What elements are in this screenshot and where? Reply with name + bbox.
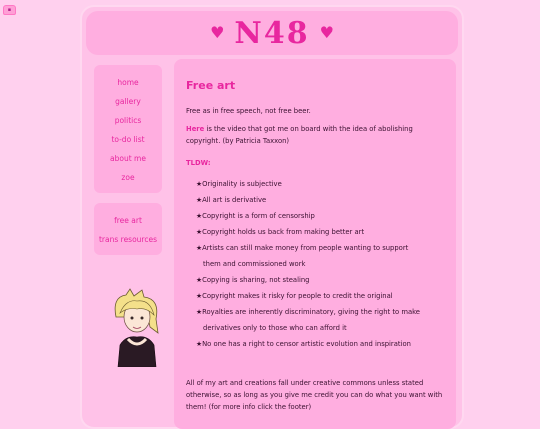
video-link-description: is the video that got me on board with the idea of abolishing copyright. (by Patricia Taxxon) bbox=[186, 125, 413, 145]
nav-zoe[interactable]: zoe bbox=[121, 173, 135, 182]
heart-icon: ♥ bbox=[210, 23, 225, 42]
nav-trans-resources[interactable]: trans resources bbox=[98, 235, 157, 244]
list-item: ★All art is derivative bbox=[196, 196, 267, 204]
nav-free-art[interactable]: free art bbox=[114, 216, 142, 225]
page-frame bbox=[80, 5, 464, 429]
nav-home[interactable]: home bbox=[117, 78, 139, 87]
license-paragraph: All of my art and creations fall under creative commons unless stated otherwise, so as long as you give me credit you can do what you want with them! (for more info click the footer) bbox=[186, 379, 443, 411]
heart-icon: ♥ bbox=[319, 23, 334, 42]
nav-to-do-list[interactable]: to-do list bbox=[111, 135, 145, 144]
nav-about-me[interactable]: about me bbox=[110, 154, 146, 163]
list-item: ★Copyright makes it risky for people to credit the original bbox=[196, 292, 393, 300]
tldr-list bbox=[196, 176, 420, 352]
video-link[interactable]: Here bbox=[186, 125, 205, 133]
list-item: ★Royalties are inherently discriminatory, giving the right to make derivatives only to those who can afford it bbox=[196, 308, 420, 332]
site-title: N48 bbox=[234, 15, 310, 51]
image-icon: ▪ bbox=[3, 5, 16, 15]
secondary-nav bbox=[94, 203, 162, 255]
tldr-label: TLDW: bbox=[186, 159, 211, 167]
intro-text: Free as in free speech, not free beer. bbox=[186, 107, 311, 115]
list-item: ★Copying is sharing, not stealing bbox=[196, 276, 310, 284]
site-header bbox=[86, 11, 458, 55]
primary-nav bbox=[94, 65, 162, 193]
nav-gallery[interactable]: gallery bbox=[115, 97, 141, 106]
nav-politics[interactable]: politics bbox=[114, 116, 142, 125]
list-item: ★Copyright is a form of censorship bbox=[196, 212, 315, 220]
list-item: ★No one has a right to censor artistic evolution and inspiration bbox=[196, 340, 411, 348]
list-item: ★Artists can still make money from people wanting to support them and commissioned work bbox=[196, 244, 409, 268]
list-item: ★Originality is subjective bbox=[196, 180, 282, 188]
video-paragraph bbox=[186, 123, 444, 147]
main-content bbox=[174, 59, 456, 429]
sidebar bbox=[86, 59, 170, 255]
article-title: Free art bbox=[186, 79, 236, 92]
list-item: ★Copyright holds us back from making better art bbox=[196, 228, 365, 236]
avatar bbox=[106, 287, 168, 367]
